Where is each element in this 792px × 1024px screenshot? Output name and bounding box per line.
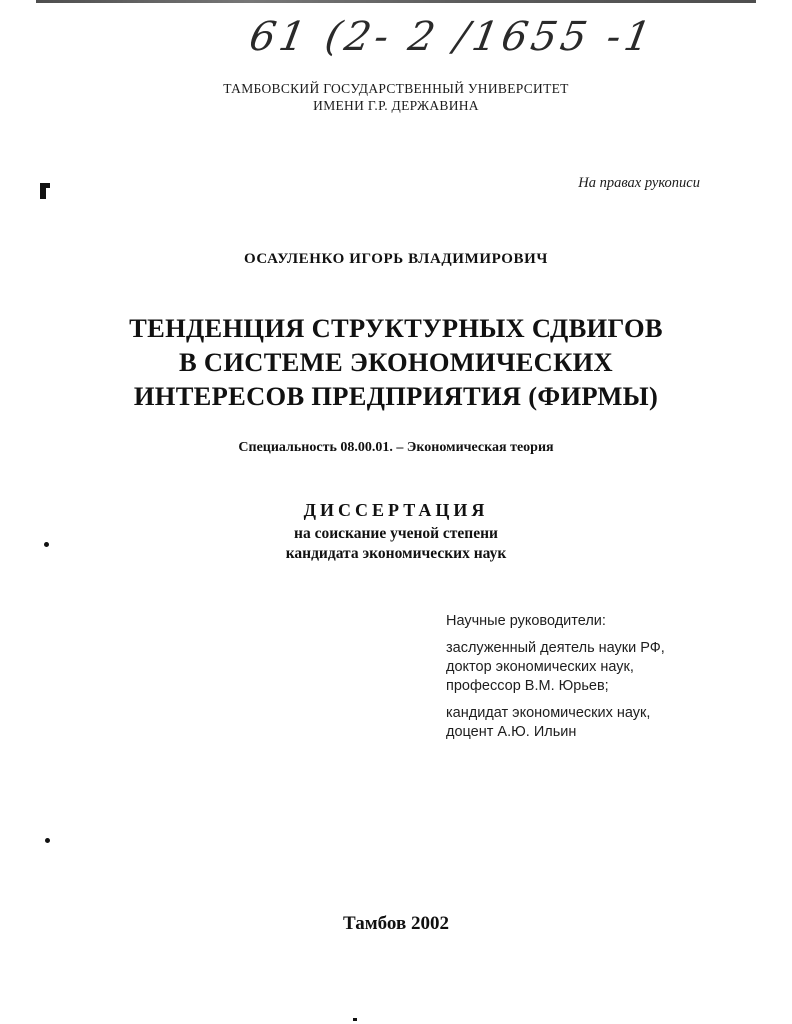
advisor-second-line-2: доцент А.Ю. Ильин (446, 724, 577, 740)
dissertation-heading: ДИССЕРТАЦИЯ (303, 500, 489, 520)
advisor-first (446, 639, 665, 696)
advisors-heading: Научные руководители: (446, 613, 606, 629)
manuscript-rights-label: На правах рукописи (578, 175, 700, 191)
advisor-second-line-1: кандидат экономических наук, (446, 705, 651, 721)
advisor-second (446, 704, 665, 742)
university-name: ТАМБОВСКИЙ ГОСУДАРСТВЕННЫЙ УНИВЕРСИТЕТ (223, 81, 569, 96)
advisors-block (446, 612, 665, 750)
advisor-first-line-2: доктор экономических наук, (446, 659, 634, 675)
title-line-3: ИНТЕРЕСОВ ПРЕДПРИЯТИЯ (ФИРМЫ) (133, 381, 659, 411)
university-block (0, 80, 792, 114)
title-line-1: ТЕНДЕНЦИЯ СТРУКТУРНЫХ СДВИГОВ (129, 313, 663, 343)
advisor-first-line-1: заслуженный деятель науки РФ, (446, 640, 665, 656)
scan-top-edge (36, 0, 756, 3)
scan-artifact-mark (44, 183, 50, 188)
handwritten-code-text: 61 (2- 2 /1655 -1 (245, 14, 659, 60)
university-named-after: ИМЕНИ Г.Р. ДЕРЖАВИНА (313, 98, 479, 113)
specialty-line: Специальность 08.00.01. – Экономическая теория (238, 440, 554, 455)
scan-artifact-dot (44, 542, 49, 547)
title-line-2: В СИСТЕМЕ ЭКОНОМИЧЕСКИХ (179, 347, 613, 377)
dissertation-title (0, 311, 792, 413)
scan-artifact-dot (353, 1018, 357, 1021)
degree-line-2: кандидата экономических наук (285, 545, 507, 562)
scan-artifact-dot (45, 838, 50, 843)
handwritten-archive-code (245, 14, 659, 76)
author-name: ОСАУЛЕНКО ИГОРЬ ВЛАДИМИРОВИЧ (243, 251, 549, 267)
degree-line-1: на соискание ученой степени (294, 525, 498, 542)
city-year: Тамбов 2002 (343, 913, 449, 934)
advisor-first-line-3: профессор В.М. Юрьев; (446, 678, 609, 694)
degree-description (0, 524, 792, 564)
